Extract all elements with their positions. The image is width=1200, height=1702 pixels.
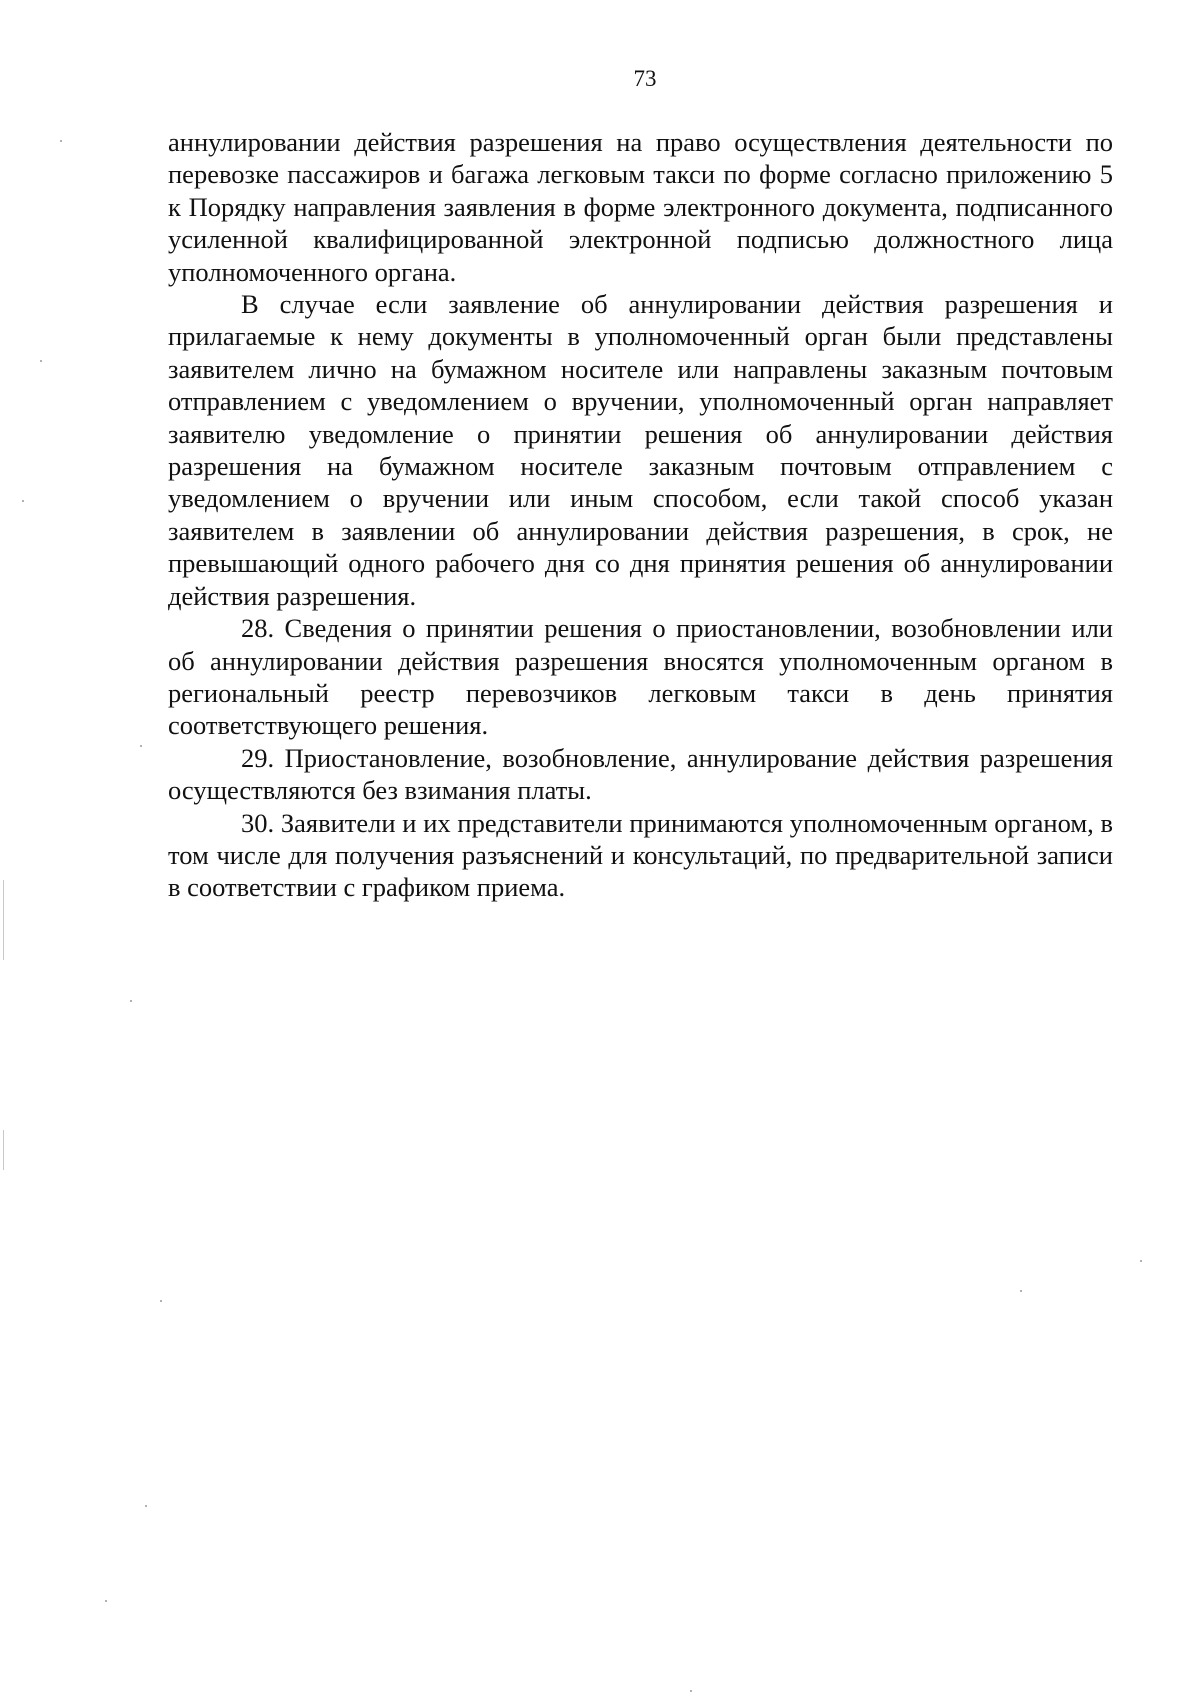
- scan-speck: [145, 1505, 147, 1507]
- paragraph-item-28: 28. Сведения о принятии решения о приостановлении, возобновлении или об аннулировании действия разрешения вносятся уполномоченным органом в региональный реестр перевозчиков легковым такси в день принятия соответствующего решения.: [168, 613, 1113, 741]
- paragraph-item-29: 29. Приостановление, возобновление, аннулирование действия разрешения осуществляются без взимания платы.: [168, 742, 1113, 806]
- scan-speck: [1020, 1290, 1022, 1292]
- paragraph-annulment-notice: В случае если заявление об аннулировании действия разрешения и прилагаемые к нему документы в уполномоченный орган были представлены заявителем лично на бумажном носителе или направлены заказным почтовым отправлением с уведомлением о вручении, уполномоченный орган направляет заявителю уведомление о принятии решения об аннулировании действия разрешения на бумажном носителе заказным почтовым отправлением с уведомлением о вручении или иным способом, если такой способ указан заявителем в заявлении об аннулировании действия разрешения, в срок, не превышающий одного рабочего дня со дня принятия решения об аннулировании действия разрешения.: [168, 289, 1113, 611]
- scan-edge-line: [3, 880, 4, 960]
- scan-speck: [22, 500, 24, 502]
- page-number: 73: [633, 66, 657, 91]
- paragraph-item-30: 30. Заявители и их представители принимаются уполномоченным органом, в том числе для получения разъяснений и консультаций, по предварительной записи в соответствии с графиком приема.: [168, 807, 1113, 903]
- paragraph-continuation: аннулировании действия разрешения на право осуществления деятельности по перевозке пассажиров и багажа легковым такси по форме согласно приложению 5 к Порядку направления заявления в форме электронного документа, подписанного усиленной квалифицированной электронной подписью должностного лица уполномоченного органа.: [168, 127, 1113, 287]
- scan-speck: [60, 140, 62, 142]
- scan-speck: [105, 1600, 107, 1602]
- scan-speck: [40, 360, 42, 362]
- scan-speck: [140, 745, 142, 747]
- scan-speck: [690, 1690, 692, 1692]
- scan-speck: [130, 1000, 132, 1002]
- scan-edge-line: [3, 1130, 4, 1170]
- scan-speck: [160, 1300, 162, 1302]
- scan-speck: [1140, 1260, 1142, 1262]
- document-body: [168, 126, 1113, 904]
